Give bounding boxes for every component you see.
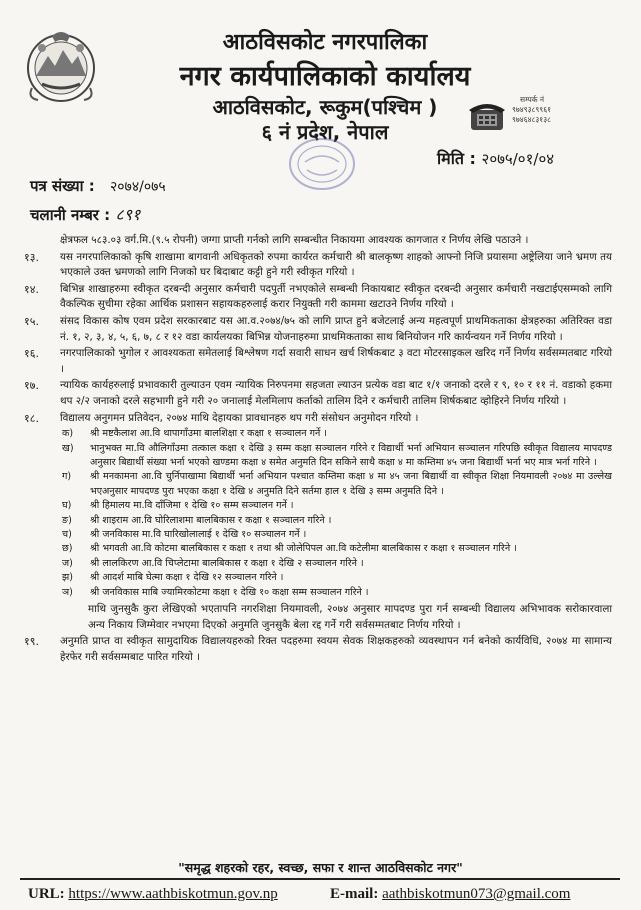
item-text: नगरपालिकाको भुगोल र आवश्यकता समेतलाई बिश्लेषण गर्दा सवारी साधन खर्च शिर्षकबाट ३ वटा मोटरसाइकल खरिद गर्ने निर्णय सर्वसम्मतबाट गरियो । (60, 347, 612, 375)
decision-item (24, 314, 612, 345)
letter-dispatch-number (30, 203, 140, 225)
item-number: १४. (24, 282, 39, 296)
item-number: १५. (24, 314, 39, 328)
sub-item-label: च) (62, 528, 72, 540)
item-number: १८. (24, 411, 39, 425)
sub-item-text: भानुभक्त मा.वि औलिगाँउमा तत्काल कक्षा १ देखि ३ सम्म कक्षा सञ्चालन गरिने र विद्यार्थी भर्ना अभियान सञ्चालन गरिपछि स्वीकृत विद्यालय मापदण्ड अनुसार बिद्यार्थी संख्या भर्ना भएको खण्डमा कक्षा ४ समेत अनुमति दिन सकिने साथै कक्षा ४ मा कम्तिमा ४५ जना बिद्यार्थी भर्ना भए मात्र भर्ना गरिने । (90, 442, 612, 468)
item-text: न्यायिक कार्यहरुलाई प्रभावकारी तुल्याउन एवम न्यायिक निरुपनमा सहजता ल्याउन प्रत्येक वडा बाट १/१ जनाको दरले र ९, १० र ११ नं. वडाको हकमा थप २/२ जनाको दरले सहभागी हुने गरी २० जनालाई मेलमिलाप कर्ताको तालिम दिने र कर्मचारी तालिम शिर्षकबाट व्होहिरने निर्णय गरियो । (60, 379, 612, 407)
sub-item (62, 528, 612, 542)
sub-item (62, 542, 612, 556)
dispatch-value: ८९१ (115, 205, 141, 224)
item-text: संसद विकास कोष एवम प्रदेश सरकारबाट यस आ.व.२०७४/७५ को लागि प्राप्त हुने बजेटलाई अन्य महत्वपूर्ण प्राथमिकताका क्षेत्रहरुका अतिरिक्त वडा नं. १, २, ३, ४, ५, ६, ७, ८ र १२ वडा कार्यलयका बिभिन्न योजनाहरुमा प्राथमिकताका साथ बिनियोजन गरि कार्यन्वयन गर्ने निर्णय गरियो । (60, 314, 612, 343)
sub-item-label: झ) (62, 572, 73, 584)
item-text: विद्यालय अनुगमन प्रतिवेदन, २०७४ माथि देहायका प्रावधानहरु थप गरी संसोधन अनुमोदन गरियो । (60, 411, 419, 424)
email-link[interactable]: aathbiskotmun073@gmail.com (382, 886, 571, 902)
decision-item (24, 411, 612, 427)
sub-item-text: श्री लालकिरण आ.वि चिप्लेटामा बालबिकास र कक्षा १ देखि २ सञ्चालन गरिने । (90, 557, 364, 569)
office-address: आठविसकोट, रूकुम(पश्चिम ) (212, 95, 438, 119)
url-link[interactable]: https://www.aathbiskotmun.gov.np (68, 886, 278, 902)
contact-number-1: ९७४९३८९९६१ (512, 105, 551, 114)
letter-date (437, 147, 554, 169)
sub-item-label: ज) (62, 557, 73, 569)
letter-ref-number (30, 176, 166, 196)
office-name: नगर कार्यपालिकाको कार्यालय (179, 61, 471, 92)
sub-item (62, 571, 612, 585)
sub-item-label: ख) (62, 442, 74, 454)
sub-item (62, 557, 612, 571)
footer-divider (20, 878, 620, 880)
footer-email (330, 886, 570, 903)
decision-item (24, 378, 612, 409)
decision-item (24, 634, 612, 665)
closing-paragraph: माथि जुनसुकै कुरा लेखिएको भएतापनि नगरशिक्षा नियमावली, २०७४ अनुसार मापदण्ड पुरा गर्न सम्बन्धी विद्यालय अभिभावक सरोकारवाला अन्य निकाय जिम्मेवार नभएमा दिएको अनुमति जुनसुकै बेला रद्द गर्ने गरी सर्वसम्मतबाट निर्णय गरियो । (88, 603, 612, 631)
contact-block (512, 95, 551, 125)
date-value: २०७५/०१/०४ (481, 150, 555, 168)
contact-number-2: ९७४६४८३१३८ (512, 115, 551, 124)
sub-item-label: छ) (62, 543, 73, 555)
sub-item-text: श्री आदर्श माबि घेत्मा कक्षा १ देखि १२ सञ्चालन गरिने । (90, 572, 284, 584)
sub-item-text: श्री जनविकास मा.वि घारिखोलालाई १ देखि १० सञ्चालन गर्ने । (90, 528, 307, 540)
sub-item-label: ग) (62, 471, 72, 483)
ref-label: पत्र संख्या : (30, 177, 95, 195)
footer-slogan: "समृद्ध शहरको रहर, स्वच्छ, सफा र शान्त आठविसकोट नगर" (178, 860, 463, 875)
sub-item-label: घ) (62, 500, 72, 512)
sub-item-label: क) (62, 428, 74, 440)
sub-item (62, 499, 612, 513)
sub-item-label: ङ) (62, 514, 72, 526)
contact-title: सम्पर्क नं (520, 95, 545, 104)
office-province: ६ नं प्रदेश, नेपाल (261, 120, 389, 144)
intro-paragraph: क्षेत्रफल ५८३.०३ वर्ग.मि.(९.५ रोपनी) जग्गा प्राप्ती गर्नको लागि सम्बन्धीत निकायमा आवश्यक कागजात र निर्णय लेखि पठाउने । (60, 234, 529, 246)
municipality-name: आठविसकोट नगरपालिका (222, 30, 428, 55)
telephone-icon (467, 98, 507, 132)
decision-item (24, 250, 612, 281)
sub-item (62, 514, 612, 528)
item-text: अनुमति प्राप्त वा स्वीकृत सामुदायिक विद्यालयहरुको रिक्त पदहरुमा स्वयम सेवक शिक्षकहरुको व्यवस्थापन गर्न बनेको कार्यविधि, २०७४ मा सामान्य हेरफेर गरी सर्वसम्मबाट पारित गरियो । (60, 635, 612, 663)
sub-item-text: श्री हिमालय मा.वि दाँजिमा १ देखि १० सम्म सञ्चालन गर्ने । (90, 500, 294, 512)
sub-item-text: श्री मनकामना आ.वि चुर्निपाखामा बिद्यार्थी भर्ना अभियान पश्चात कम्तिमा कक्षा ४ मा ४५ जना बिद्यार्थी वा स्वीकृत शिक्षा नियमावली २०७४ मा उल्लेख भएअनुसार मापदण्ड पुरा भएका कक्षा १ देखि ४ अनुमति दिने सर्तमा हाल १ देखि ३ सम्म अनुमति दिने । (90, 471, 612, 497)
item-text: बिभिन्न शाखाहरुमा स्वीकृत दरबन्दी अनुसार कर्मचारी पदपुर्ती नभएकोले सम्बन्धी निकायबाट स्वीकृत दरबन्दी अनुसार कर्मचारी नखटाईएसम्मको लागि वैकल्पिक सुचीमा रहेका आर्थिक प्रशासन सहायकहरुलाई करार नियुक्ती गरी काममा खटाउने निर्णय गरियो । (60, 282, 612, 311)
sub-item-text: श्री शाइराम आ.वि घोरिलाशमा बालबिकास र कक्षा १ सञ्चालन गरिने । (90, 514, 332, 526)
sub-item-label: ञ) (62, 586, 73, 598)
item-number: १९. (24, 635, 39, 649)
sub-item-text: श्री भगवती आ.वि कोटमा बालबिकास र कक्षा १ तथा श्री जोलेपिपल आ.वि कटेलीमा बालबिकास र कक्षा १ सञ्चालन गरिने । (90, 543, 517, 555)
decision-item (24, 282, 612, 313)
item-number: १७. (24, 379, 39, 393)
footer-url (28, 886, 278, 903)
sub-item-text: श्री जनविकास माबि ज्यामिरकोटमा कक्षा १ देखि १० कक्षा सम्म सञ्चालन गरिने । (90, 586, 369, 598)
url-label: URL: (28, 886, 65, 902)
nepal-emblem-icon (22, 26, 100, 106)
sub-item (62, 470, 612, 499)
sub-item-text: श्री मष्टकैलाश आ.वि थापागाँउमा बालशिक्षा र कक्षा १ सञ्चालन गर्ने । (90, 428, 327, 440)
item-number: १६. (24, 347, 39, 361)
sub-item (62, 442, 612, 471)
decision-item (24, 346, 612, 377)
item-text: यस नगरपालिकाको कृषि शाखामा बागवानी अधिकृतको रुपमा कार्यरत कर्मचारी श्री बालकृष्ण शाहको आफ्नो निजि प्रयासमा अष्ट्रेलिया जाने भ्रमण तय भएकाले उक्त भ्रमणको लागि निजको घर बिदाबाट कट्टी हुने गरी स्वीकृत गरियो । (60, 250, 612, 279)
official-stamp-icon (287, 136, 357, 192)
item-number: १३. (24, 250, 39, 264)
sub-item (62, 586, 612, 600)
decision-body (24, 233, 612, 666)
email-label: E-mail: (330, 886, 379, 902)
sub-item (62, 427, 612, 441)
date-label: मिति : (437, 149, 476, 168)
ref-value: २०७४/०७५ (109, 179, 166, 195)
dispatch-label: चलानी नम्बर : (30, 206, 111, 224)
